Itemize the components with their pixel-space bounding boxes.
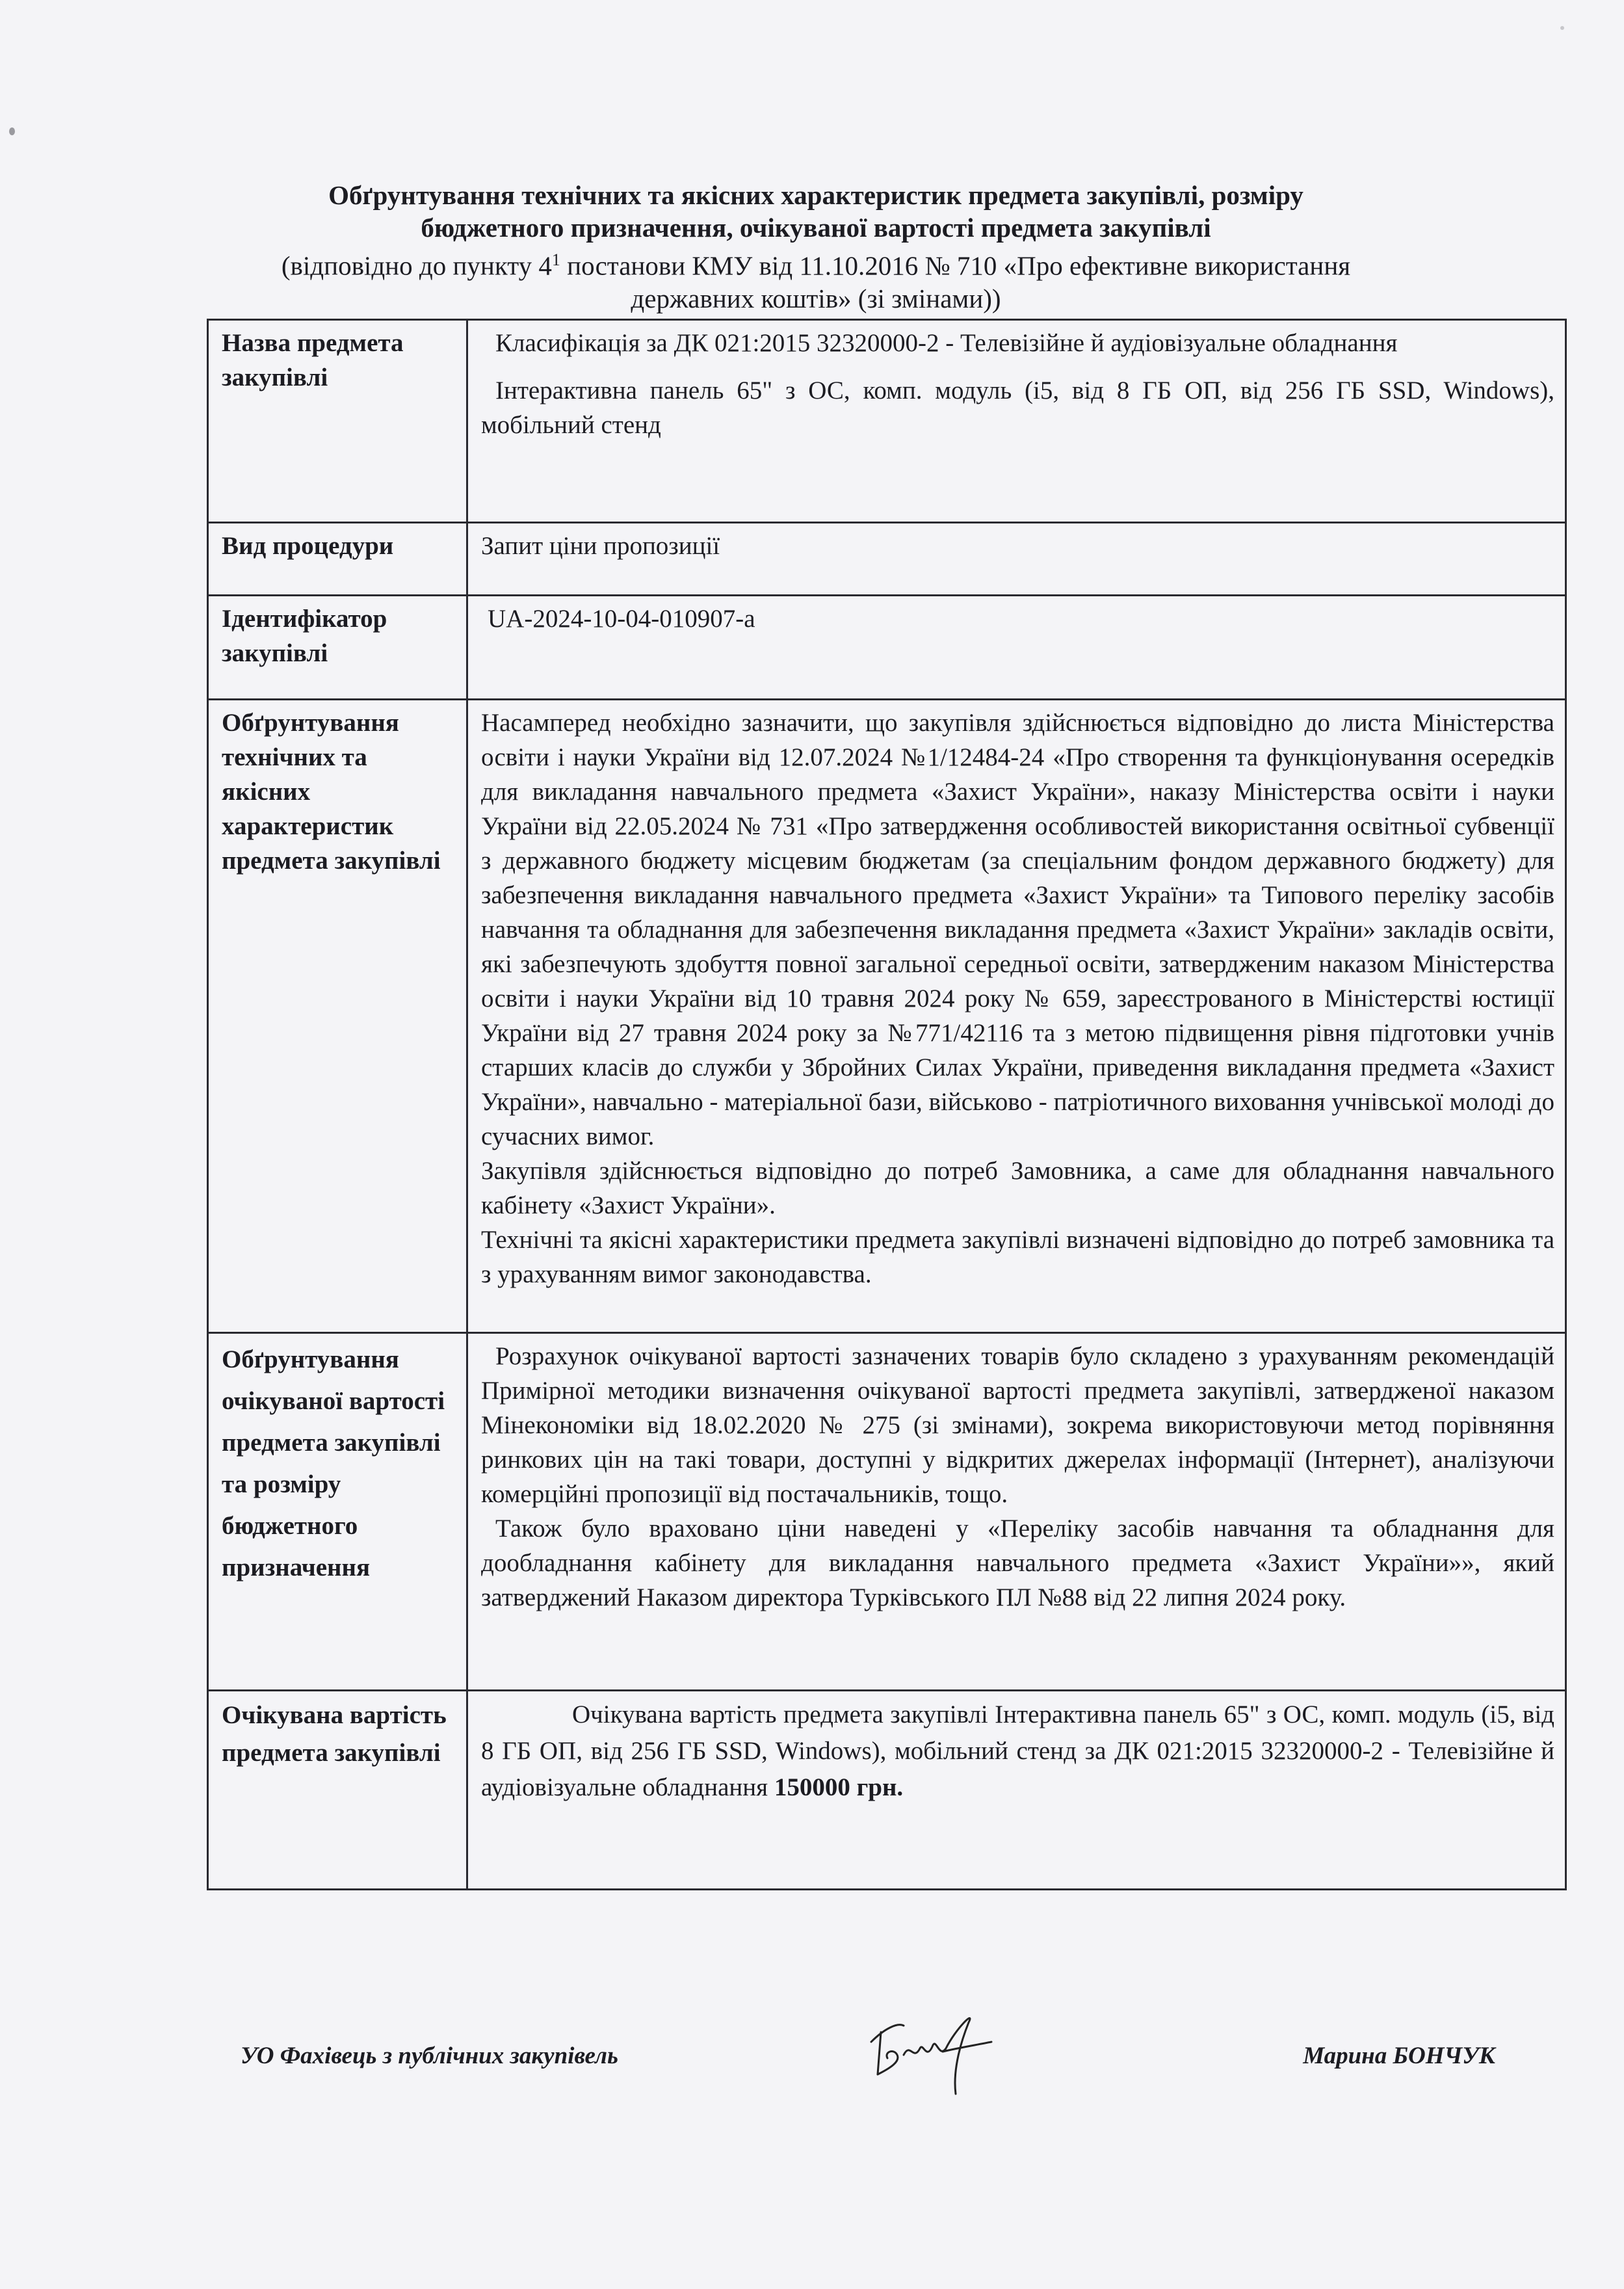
row-value-item-name <box>467 320 1566 523</box>
technical-paragraph-1: Насамперед необхідно зазначити, що закупівля здійснюється відповідно до листа Міністерства освіти і науки України від 12.07.2024 №1/12484-24 «Про створення та функціонування осередків для викладання навчального предмета «Захист України», наказу Міністерства освіти і науки України від 22.05.2024 № 731 «Про затвердження особливостей використання освітньої субвенції з державного бюджету місцевим бюджетам (за спеціальним фондом державного бюджету) для забезпечення викладання навчального предмета «Захист України» та Типового переліку засобів навчання та обладнання для забезпечення викладання предмета «Захист України» закладів освіти, які забезпечують здобуття повної загальної середньої освіти, затвердженим наказом Міністерства освіти і науки України від 10 травня 2024 року № 659, зареєстрованого в Міністерстві юстиції України від 27 травня 2024 року за №771/42116 та з метою підвищення рівня підготовки учнів старших класів до служби у Збройних Силах України, приведення викладання предмета «Захист України», навчально - матеріальної бази, військово - патріотичного виховання учнівської молоді до сучасних вимог. <box>481 709 1554 1150</box>
table-row-item-name <box>208 320 1566 523</box>
row-value-procurement-id <box>467 596 1566 700</box>
technical-paragraph-3: Технічні та якісні характеристики предмета закупівлі визначені відповідно до потреб замовника та з урахуванням вимог законодавства. <box>481 1226 1554 1288</box>
cost-paragraph-2: Також було враховано ціни наведені у «Переліку засобів навчання та обладнання для дообладнання кабінету для викладання навчального предмета «Захист України»», який затверджений Наказом директора Турківського ПЛ №88 від 22 липня 2024 року. <box>481 1515 1554 1611</box>
row-value-cost-justification <box>467 1333 1566 1691</box>
technical-paragraph-2: Закупівля здійснюється відповідно до потреб Замовника, а саме для обладнання навчального кабінету «Захист України». <box>481 1157 1554 1219</box>
row-label-item-name: Назва предмета закупівлі <box>208 320 467 523</box>
expected-cost-paragraph <box>481 1697 1554 1806</box>
table-row-expected-cost <box>208 1691 1566 1890</box>
handwritten-signature-icon <box>865 2003 995 2100</box>
subtitle-part-2: постанови КМУ від 11.10.2016 № 710 «Про ефективне використання <box>560 250 1351 281</box>
scan-speck <box>9 127 15 135</box>
procurement-id: UA-2024-10-04-010907-a <box>488 605 755 633</box>
signer-name: Марина БОНЧУК <box>1303 2043 1495 2069</box>
signature-block <box>241 2029 1495 2100</box>
row-value-technical-justification <box>467 700 1566 1333</box>
row-label-technical-justification: Обґрунтування технічних та якісних характеристик предмета закупівлі <box>208 700 467 1333</box>
scan-speck <box>1560 26 1564 30</box>
table-row-procurement-id <box>208 596 1566 700</box>
expected-cost-amount: 150000 грн. <box>774 1773 904 1801</box>
row-label-procedure-type: Вид процедури <box>208 523 467 596</box>
row-value-procedure-type: Запит ціни пропозиції <box>467 523 1566 596</box>
title-line-2: бюджетного призначення, очікуваної вартості предмета закупівлі <box>421 213 1211 243</box>
justification-table <box>207 319 1567 1890</box>
row-label-procurement-id: Ідентифікатор закупівлі <box>208 596 467 700</box>
row-value-expected-cost <box>467 1691 1566 1890</box>
subtitle-line-1 <box>195 244 1437 282</box>
table-row-technical-justification <box>208 700 1566 1333</box>
subtitle-line-2: державних коштів» (зі змінами)) <box>631 283 1001 313</box>
cost-paragraph-1: Розрахунок очікуваної вартості зазначених товарів було складено з урахуванням рекомендацій Примірної методики визначення очікуваної вартості предмета закупівлі, затвердженої наказом Мінекономіки від 18.02.2020 № 275 (зі змінами), зокрема використовуючи метод порівняння ринкових цін на такі товари, доступні у відкритих джерелах інформації (Інтернет), аналізуючи комерційні пропозиції від постачальників, тощо. <box>481 1342 1554 1508</box>
subtitle-part-1: (відповідно до пункту 4 <box>281 250 552 281</box>
item-description: Інтерактивна панель 65" з ОС, комп. модуль (і5, від 8 ГБ ОП, від 256 ГБ SSD, Windows), мобільний стенд <box>481 377 1554 439</box>
expected-cost-text: Очікувана вартість предмета закупівлі Інтерактивна панель 65" з ОС, комп. модуль (і5, від 8 ГБ ОП, від 256 ГБ SSD, Windows), мобільний стенд за ДК 021:2015 32320000-2 - Телевізійне й аудіовізуальне обладнання <box>481 1700 1554 1801</box>
row-label-cost-justification: Обґрунтування очікуваної вартості предмета закупівлі та розміру бюджетного призначення <box>208 1333 467 1691</box>
title-line-1: Обґрунтування технічних та якісних характеристик предмета закупівлі, розміру <box>328 180 1303 210</box>
subtitle-superscript: 1 <box>551 250 560 269</box>
item-classification: Класифікація за ДК 021:2015 32320000-2 - Телевізійне й аудіовізуальне обладнання <box>495 329 1398 357</box>
table-row-cost-justification <box>208 1333 1566 1691</box>
signer-position: УО Фахівець з публічних закупівель <box>241 2043 618 2069</box>
row-label-expected-cost: Очікувана вартість предмета закупівлі <box>208 1691 467 1890</box>
table-row-procedure-type <box>208 523 1566 596</box>
document-header <box>195 179 1437 315</box>
